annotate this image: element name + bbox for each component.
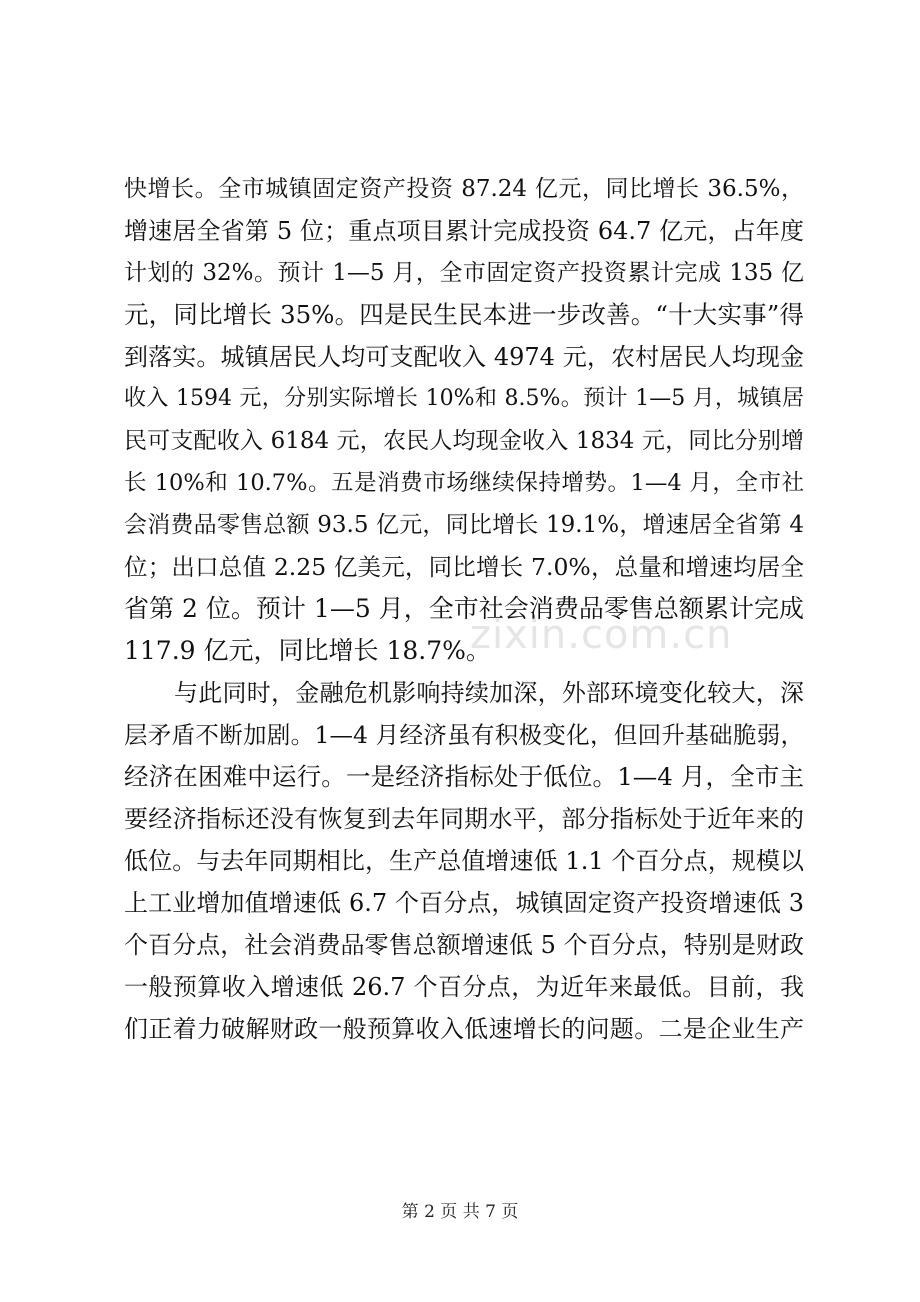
text-line: 层矛盾不断加剧。1—4 月经济虽有积极变化，但回升基础脆弱， bbox=[124, 721, 804, 749]
text-line: 收入 1594 元，分别实际增长 10%和 8.5%。预计 1—5 月，城镇居 bbox=[124, 386, 804, 411]
text-line: 快增长。全市城镇固定资产投资 87.24 亿元，同比增长 36.5%， bbox=[124, 176, 804, 202]
text-line: 民可支配收入 6184 元，农民人均现金收入 1834 元，同比分别增 bbox=[124, 428, 804, 454]
watermark: zixin.com.cn bbox=[470, 612, 733, 658]
text-line: 增速居全省第 5 位；重点项目累计完成投资 64.7 亿元，占年度 bbox=[124, 217, 804, 245]
text-line: 计划的 32%。预计 1—5 月，全市固定资产投资累计完成 135 亿 bbox=[124, 260, 804, 286]
body-text bbox=[124, 168, 804, 1050]
text-line: 一般预算收入增速低 26.7 个百分点，为近年来最低。目前，我 bbox=[124, 973, 804, 1001]
text-line: 经济在困难中运行。一是经济指标处于低位。1—4 月，全市主 bbox=[124, 762, 804, 791]
text-line: 到落实。城镇居民人均可支配收入 4974 元，农村居民人均现金 bbox=[124, 343, 804, 371]
text-line: 低位。与去年同期相比，生产总值增速低 1.1 个百分点，规模以 bbox=[124, 847, 804, 875]
text-line-paragraph-start: 与此同时，金融危机影响持续加深，外部环境变化较大，深 bbox=[174, 679, 804, 707]
text-line: 会消费品零售总额 93.5 亿元，同比增长 19.1%，增速居全省第 4 bbox=[124, 512, 804, 538]
text-line: 们正着力破解财政一般预算收入低速增长的问题。二是企业生产 bbox=[124, 1015, 804, 1043]
text-line: 位；出口总值 2.25 亿美元，同比增长 7.0%，总量和增速均居全 bbox=[124, 553, 804, 581]
text-line-paragraph-end: 117.9 亿元，同比增长 18.7%。 bbox=[124, 636, 491, 665]
text-line: 长 10%和 10.7%。五是消费市场继续保持增势。1—4 月，全市社 bbox=[124, 470, 804, 496]
text-line: 元，同比增长 35%。四是民生民本进一步改善。“十大实事”得 bbox=[124, 300, 804, 329]
text-line: 要经济指标还没有恢复到去年同期水平，部分指标处于近年来的 bbox=[124, 805, 804, 833]
text-line: 省第 2 位。预计 1—5 月，全市社会消费品零售总额累计完成 bbox=[124, 594, 804, 623]
text-line: 上工业增加值增速低 6.7 个百分点，城镇固定资产投资增速低 3 bbox=[124, 889, 804, 917]
page-footer: 第 2 页 共 7 页 bbox=[401, 1202, 519, 1222]
text-line: 个百分点，社会消费品零售总额增速低 5 个百分点，特别是财政 bbox=[124, 931, 804, 959]
